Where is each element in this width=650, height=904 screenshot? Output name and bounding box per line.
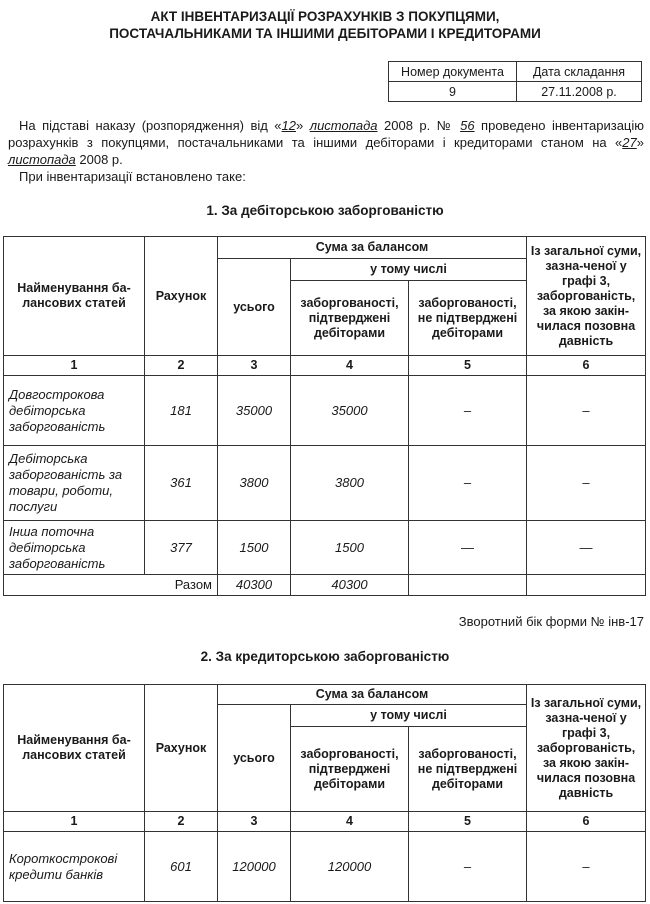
row-confirmed: 35000: [291, 376, 409, 446]
order-day: 12: [281, 118, 297, 133]
intro-text: На підставі наказу (розпорядження) від «: [19, 118, 282, 133]
row-not-confirmed: –: [409, 446, 527, 521]
row-name: Довгострокова дебіторська заборгованість: [4, 376, 145, 446]
col-number: 3: [218, 356, 291, 376]
findings-line: При інвентаризації встановлено таке:: [19, 169, 246, 184]
order-month: листопада: [309, 118, 378, 133]
intro-text: »: [296, 118, 310, 133]
document-info-table: [388, 61, 642, 102]
document-title: [0, 8, 650, 42]
inventory-day: 27: [622, 135, 637, 150]
doc-date-value: 27.11.2008 р.: [517, 82, 642, 102]
col-number: 6: [527, 356, 646, 376]
total-sum: 40300: [218, 575, 291, 596]
row-confirmed: 1500: [291, 521, 409, 575]
header-confirmed: заборгованості, підтверджені дебіторами: [291, 281, 409, 356]
total-empty: [527, 575, 646, 596]
doc-date-label: Дата складання: [517, 62, 642, 82]
row-total: 120000: [218, 832, 291, 902]
table-row: [4, 446, 646, 521]
header-including: у тому числі: [291, 705, 527, 727]
receivables-table: [3, 236, 646, 596]
payables-table: [3, 684, 646, 902]
header-expired: Із загальної суми, зазна-ченої у графі 3, заборгованість, за якою закін-чилася позовна давність: [527, 237, 646, 356]
col-number: 2: [145, 812, 218, 832]
row-name: Інша поточна дебіторська заборгованість: [4, 521, 145, 575]
col-number: 2: [145, 356, 218, 376]
col-number: 3: [218, 812, 291, 832]
intro-text: 2008 р. №: [377, 118, 461, 133]
row-expired: –: [527, 446, 646, 521]
total-label: Разом: [4, 575, 218, 596]
intro-text: 2008 р.: [75, 152, 123, 167]
header-not-confirmed: заборгованості, не підтверджені дебіторами: [409, 281, 527, 356]
table-row: [4, 376, 646, 446]
header-name: Найменування ба-лансових статей: [4, 685, 145, 812]
header-balance-sum: Сума за балансом: [218, 685, 527, 705]
col-number: 1: [4, 812, 145, 832]
row-not-confirmed: –: [409, 376, 527, 446]
header-confirmed: заборгованості, підтверджені дебіторами: [291, 727, 409, 812]
header-including: у тому числі: [291, 259, 527, 281]
header-total: усього: [218, 259, 291, 356]
intro-paragraph: [8, 117, 644, 168]
doc-number-label: Номер документа: [389, 62, 517, 82]
total-confirmed: 40300: [291, 575, 409, 596]
row-account: 377: [145, 521, 218, 575]
header-account: Рахунок: [145, 685, 218, 812]
header-balance-sum: Сума за балансом: [218, 237, 527, 259]
row-not-confirmed: —: [409, 521, 527, 575]
header-not-confirmed: заборгованості, не підтверджені дебіторами: [409, 727, 527, 812]
col-number: 5: [409, 356, 527, 376]
header-expired: Із загальної суми, зазна-ченої у графі 3, заборгованість, за якою закін-чилася позовна давність: [527, 685, 646, 812]
order-number: 56: [460, 118, 475, 133]
row-expired: –: [527, 376, 646, 446]
col-number: 6: [527, 812, 646, 832]
row-total: 35000: [218, 376, 291, 446]
intro-text: проведено інвентаризацію розрахунків з покупцями, постачальниками та іншими дебіторами і кредиторами станом на «: [8, 118, 645, 150]
doc-number-value: 9: [389, 82, 517, 102]
total-row: [4, 575, 646, 596]
row-confirmed: 120000: [291, 832, 409, 902]
title-line-2: ПОСТАЧАЛЬНИКАМИ ТА ІНШИМИ ДЕБІТОРАМИ І КРЕДИТОРАМИ: [109, 26, 541, 41]
table-row: [4, 521, 646, 575]
section-2-title: 2. За кредиторською заборгованістю: [200, 649, 450, 664]
col-number: 1: [4, 356, 145, 376]
col-number: 5: [409, 812, 527, 832]
row-total: 3800: [218, 446, 291, 521]
intro-text: »: [636, 135, 644, 150]
title-line-1: АКТ ІНВЕНТАРИЗАЦІЇ РОЗРАХУНКІВ З ПОКУПЦЯМИ,: [150, 9, 500, 24]
back-side-note: Зворотний бік форми № інв-17: [458, 614, 644, 629]
col-number: 4: [291, 812, 409, 832]
section-1-title: 1. За дебіторською заборгованістю: [206, 203, 444, 218]
total-empty: [409, 575, 527, 596]
header-account: Рахунок: [145, 237, 218, 356]
header-name: Найменування ба-лансових статей: [4, 237, 145, 356]
col-number: 4: [291, 356, 409, 376]
row-confirmed: 3800: [291, 446, 409, 521]
row-name: Дебіторська заборгованість за товари, роботи, послуги: [4, 446, 145, 521]
row-name: Короткострокові кредити банків: [4, 832, 145, 902]
table-row: [4, 832, 646, 902]
row-expired: —: [527, 521, 646, 575]
row-total: 1500: [218, 521, 291, 575]
row-expired: –: [527, 832, 646, 902]
row-account: 361: [145, 446, 218, 521]
row-account: 181: [145, 376, 218, 446]
inventory-month: листопада: [8, 152, 76, 167]
row-account: 601: [145, 832, 218, 902]
row-not-confirmed: –: [409, 832, 527, 902]
header-total: усього: [218, 705, 291, 812]
